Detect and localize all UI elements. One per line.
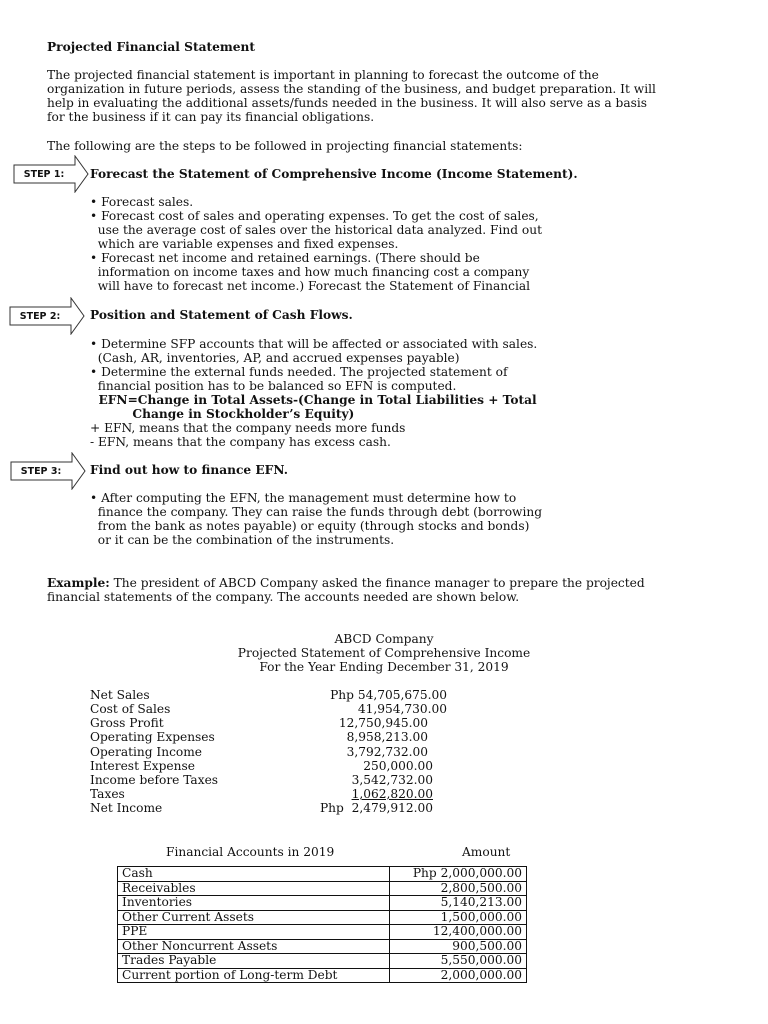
is-label: Cost of Sales (90, 702, 171, 716)
table-row (118, 968, 527, 983)
account-value: 12,400,000.00 (390, 925, 527, 940)
account-label: Inventories (118, 896, 390, 911)
step-1-line: use the average cost of sales over the historical data analyzed. Find out (90, 223, 542, 237)
account-label: Current portion of Long-term Debt (118, 968, 390, 983)
step-2-line: • Determine the external funds needed. The projected statement of (90, 365, 508, 379)
intro-line-3: help in evaluating the additional assets/funds needed in the business. It will also serve as a basis (47, 96, 647, 110)
is-value: Php 2,479,912.00 (319, 801, 433, 815)
step-1-heading: Forecast the Statement of Comprehensive Income (Income Statement). (90, 167, 578, 181)
step-1-line: • Forecast cost of sales and operating expenses. To get the cost of sales, (90, 209, 539, 223)
is-value: 3,792,732.00 (346, 745, 428, 759)
step-3-line: from the bank as notes payable) or equity (through stocks and bonds) (90, 519, 530, 533)
step-2-arrow (9, 297, 85, 335)
step-1-line: will have to forecast net income.) Forecast the Statement of Financial (90, 279, 531, 293)
account-value: Php 2,000,000.00 (390, 867, 527, 882)
steps-intro: The following are the steps to be followed in projecting financial statements: (47, 139, 523, 153)
step-1-line: • Forecast sales. (90, 195, 194, 209)
statement-period: For the Year Ending December 31, 2019 (259, 660, 509, 674)
is-value: 3,542,732.00 (351, 773, 433, 787)
company-name: ABCD Company (334, 632, 434, 646)
is-label: Operating Expenses (90, 730, 215, 744)
step-3-tag: STEP 3: (20, 465, 62, 477)
table-row (118, 939, 527, 954)
is-value: 250,000.00 (363, 759, 433, 773)
financial-accounts-table (117, 866, 527, 983)
account-label: Trades Payable (118, 954, 390, 969)
intro-line-2: organization in future periods, assess the standing of the business, and budget preparation. It will (47, 82, 656, 96)
efn-formula-line-2: Change in Stockholder’s Equity) (90, 407, 355, 421)
step-3-line: • After computing the EFN, the management must determine how to (90, 491, 517, 505)
efn-formula-line-1: EFN=Change in Total Assets-(Change in Total Liabilities + Total (90, 393, 537, 407)
step-2-heading: Position and Statement of Cash Flows. (90, 308, 353, 322)
step-2-line: financial position has to be balanced so EFN is computed. (90, 379, 457, 393)
account-label: Cash (118, 867, 390, 882)
is-label: Operating Income (90, 745, 203, 759)
is-label: Taxes (90, 787, 125, 801)
example-text-1: The president of ABCD Company asked the finance manager to prepare the projected (109, 576, 645, 590)
account-value: 2,800,500.00 (390, 881, 527, 896)
step-2-tag: STEP 2: (19, 310, 61, 322)
account-value: 900,500.00 (390, 939, 527, 954)
table-row (118, 881, 527, 896)
table-row (118, 910, 527, 925)
efn-minus-note: - EFN, means that the company has excess cash. (90, 435, 391, 449)
account-label: Other Current Assets (118, 910, 390, 925)
account-label: PPE (118, 925, 390, 940)
step-3-line: finance the company. They can raise the funds through debt (borrowing (90, 505, 543, 519)
document-title: Projected Financial Statement (47, 40, 256, 54)
is-label: Income before Taxes (90, 773, 219, 787)
account-label: Other Noncurrent Assets (118, 939, 390, 954)
is-label: Gross Profit (90, 716, 164, 730)
is-value: Php 54,705,675.00 (330, 688, 447, 702)
is-label: Net Income (90, 801, 163, 815)
account-value: 2,000,000.00 (390, 968, 527, 983)
table-row (118, 954, 527, 969)
step-3-arrow (10, 452, 86, 490)
example-label: Example: (47, 576, 110, 590)
step-1-line: information on income taxes and how much financing cost a company (90, 265, 530, 279)
intro-line-4: for the business if it can pay its financial obligations. (47, 110, 375, 124)
step-1-arrow (13, 155, 89, 193)
table-row (118, 925, 527, 940)
account-label: Receivables (118, 881, 390, 896)
is-value: 8,958,213.00 (346, 730, 428, 744)
is-label: Net Sales (90, 688, 150, 702)
table-row (118, 896, 527, 911)
efn-plus-note: + EFN, means that the company needs more funds (90, 421, 406, 435)
is-value: 1,062,820.00 (351, 787, 433, 801)
step-1-line: which are variable expenses and fixed expenses. (90, 237, 399, 251)
accounts-header-label: Financial Accounts in 2019 (166, 845, 335, 859)
statement-title: Projected Statement of Comprehensive Income (237, 646, 531, 660)
example-paragraph (47, 576, 645, 590)
table-row (118, 867, 527, 882)
account-value: 1,500,000.00 (390, 910, 527, 925)
step-1-tag: STEP 1: (23, 168, 65, 180)
step-1-line: • Forecast net income and retained earnings. (There should be (90, 251, 480, 265)
intro-line-1: The projected financial statement is important in planning to forecast the outcome of the (47, 68, 599, 82)
step-3-heading: Find out how to finance EFN. (90, 463, 288, 477)
account-value: 5,140,213.00 (390, 896, 527, 911)
is-value: 12,750,945.00 (338, 716, 428, 730)
step-3-line: or it can be the combination of the instruments. (90, 533, 395, 547)
is-value: 41,954,730.00 (357, 702, 447, 716)
accounts-header-amount: Amount (462, 845, 511, 859)
step-2-line: (Cash, AR, inventories, AP, and accrued expenses payable) (90, 351, 460, 365)
step-2-line: • Determine SFP accounts that will be affected or associated with sales. (90, 337, 538, 351)
is-label: Interest Expense (90, 759, 195, 773)
account-value: 5,550,000.00 (390, 954, 527, 969)
example-text-2: financial statements of the company. The accounts needed are shown below. (47, 590, 520, 604)
